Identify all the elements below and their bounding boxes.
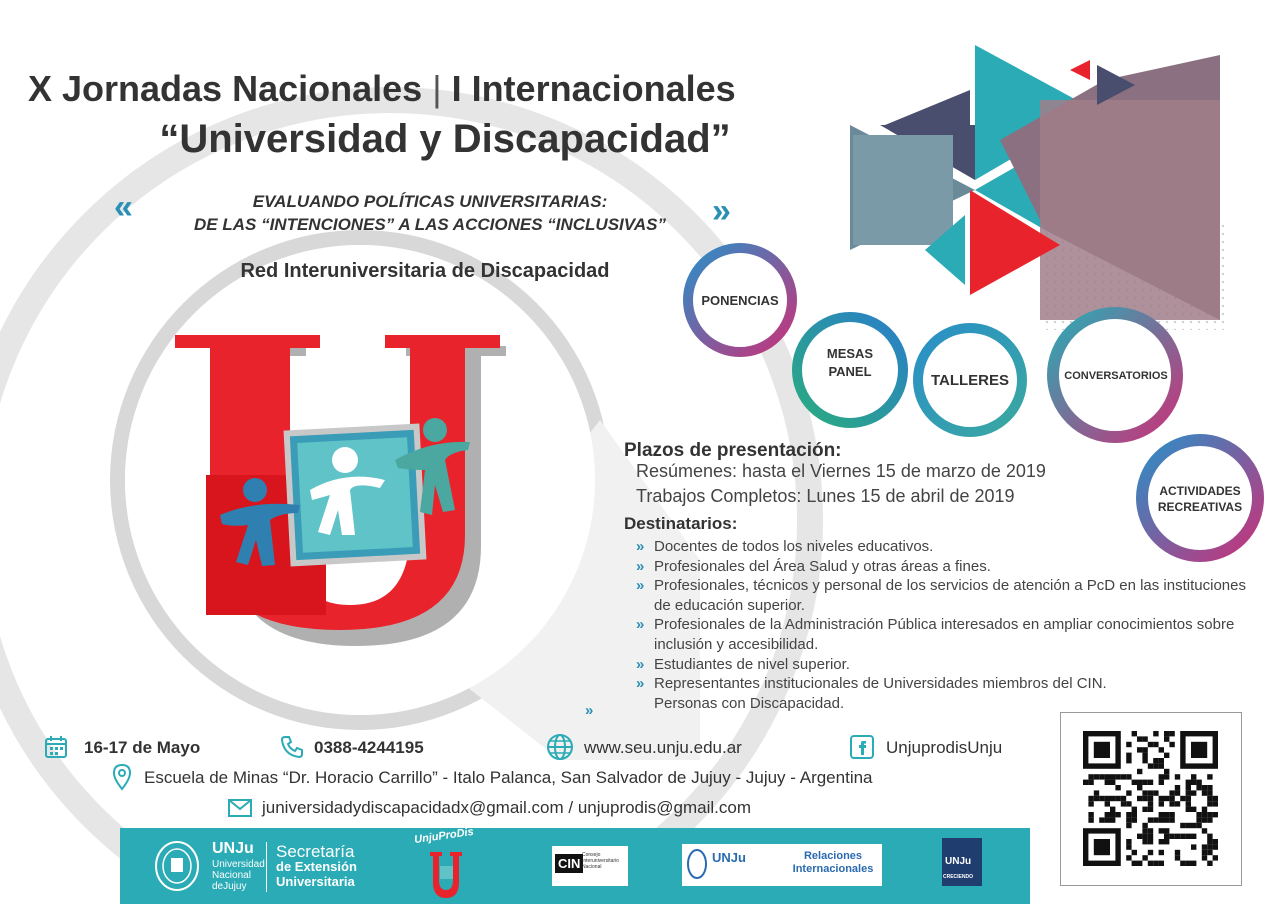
qr-code[interactable] bbox=[1060, 712, 1242, 886]
qr-pattern bbox=[1061, 713, 1241, 885]
cin-logo: CIN Consejo Interuniversitario Nacional bbox=[552, 846, 628, 886]
calendar-icon bbox=[44, 735, 68, 759]
activity-ponencias: PONENCIAS bbox=[701, 292, 779, 308]
email-icon bbox=[228, 799, 252, 817]
subtitle-line-1: EVALUANDO POLÍTICAS UNIVERSITARIAS: bbox=[252, 192, 608, 211]
unju-anniversary-logo: UNJu CRECIENDO bbox=[942, 838, 982, 886]
activity-talleres: TALLERES bbox=[930, 371, 1010, 389]
audience-title: Destinatarios: bbox=[624, 514, 738, 533]
title-line-1 bbox=[28, 68, 858, 110]
facebook-icon bbox=[850, 735, 874, 759]
secretaria-logo: Secretaría de Extensión Universitaria bbox=[276, 842, 357, 889]
network-name: Red Interuniversitaria de Discapacidad bbox=[240, 260, 610, 282]
chevron-icon: » bbox=[636, 616, 645, 634]
venue-address: Escuela de Minas “Dr. Horacio Carrillo” - Italo Palanca, San Salvador de Jujuy - Jujuy - Argentina bbox=[144, 768, 873, 787]
activity-actividades-recreativas: ACTIVIDADES RECREATIVAS bbox=[1157, 484, 1243, 514]
title-line-2: “Universidad y Discapacidad” bbox=[159, 117, 731, 161]
subtitle-line-2: DE LAS “INTENCIONES” A LAS ACCIONES “INCLUSIVAS” bbox=[194, 215, 666, 234]
chevron-icon: » bbox=[636, 577, 645, 595]
chevron-icon: » bbox=[636, 538, 645, 555]
subtitle bbox=[150, 190, 710, 236]
event-dates: 16-17 de Mayo bbox=[84, 738, 201, 757]
relaciones-internacionales-logo: UNJu Relaciones Internacionales bbox=[682, 844, 882, 886]
unju-subtitle: Universidad Nacional deJujuy bbox=[212, 859, 265, 892]
phone-number: 0388-4244195 bbox=[314, 738, 424, 757]
chevron-icon: » bbox=[636, 655, 645, 673]
list-item: » Estudiantes de nivel superior. bbox=[636, 655, 850, 673]
activity-mesas-panel: MESAS PANEL bbox=[826, 346, 874, 379]
unju-seal-icon bbox=[154, 840, 200, 892]
title-part-2: I Internacionales bbox=[451, 68, 736, 109]
globe-icon bbox=[546, 733, 574, 761]
phone-icon bbox=[280, 735, 304, 759]
chevron-icon: » bbox=[636, 557, 645, 575]
list-item: Personas con Discapacidad. bbox=[654, 694, 845, 712]
website-link[interactable]: www.seu.unju.edu.ar bbox=[584, 738, 742, 757]
list-item: » Representantes institucionales de Universidades miembros del CIN. bbox=[636, 675, 1107, 693]
unjuprodis-logo-icon bbox=[428, 850, 464, 900]
facebook-handle[interactable]: UnjuprodisUnju bbox=[886, 738, 1003, 757]
unju-seal-small-icon bbox=[686, 848, 708, 880]
sponsor-footer bbox=[120, 825, 1030, 904]
audience-list bbox=[636, 537, 1256, 713]
title-separator: | bbox=[432, 68, 442, 109]
email-addresses[interactable]: juniversidadydiscapacidadx@gmail.com / unjuprodis@gmail.com bbox=[262, 798, 752, 817]
list-item: » Profesionales del Área Salud y otras áreas a fines. bbox=[636, 557, 991, 575]
title-part-1: X Jornadas Nacionales bbox=[28, 68, 423, 109]
deadlines-title: Plazos de presentación: bbox=[624, 440, 842, 461]
chevron-icon: » bbox=[585, 702, 594, 719]
list-item: » Docentes de todos los niveles educativos. bbox=[636, 538, 934, 555]
chevron-icon: » bbox=[636, 675, 645, 693]
deadline-full-papers: Trabajos Completos: Lunes 15 de abril de 2019 bbox=[636, 486, 1015, 506]
footer-divider bbox=[266, 842, 267, 892]
list-item: » Profesionales de la Administración Pública interesados en ampliar conocimientos sobre inclusión y accesibilidad. bbox=[636, 616, 1235, 653]
quote-open-icon: « bbox=[114, 188, 133, 226]
unju-logo-text: UNJu bbox=[212, 840, 254, 857]
location-pin-icon bbox=[112, 763, 132, 791]
unjuprodis-u-logo bbox=[170, 330, 510, 650]
quote-close-icon: » bbox=[712, 192, 731, 230]
deadline-abstracts: Resúmenes: hasta el Viernes 15 de marzo de 2019 bbox=[636, 461, 1046, 481]
list-item: » Profesionales, técnicos y personal de los servicios de atención a PcD en las instituciones de educación superior. bbox=[636, 577, 1246, 614]
unjuprodis-label: UnjuProDis bbox=[413, 825, 475, 847]
activity-conversatorios: CONVERSATORIOS bbox=[1064, 370, 1168, 382]
